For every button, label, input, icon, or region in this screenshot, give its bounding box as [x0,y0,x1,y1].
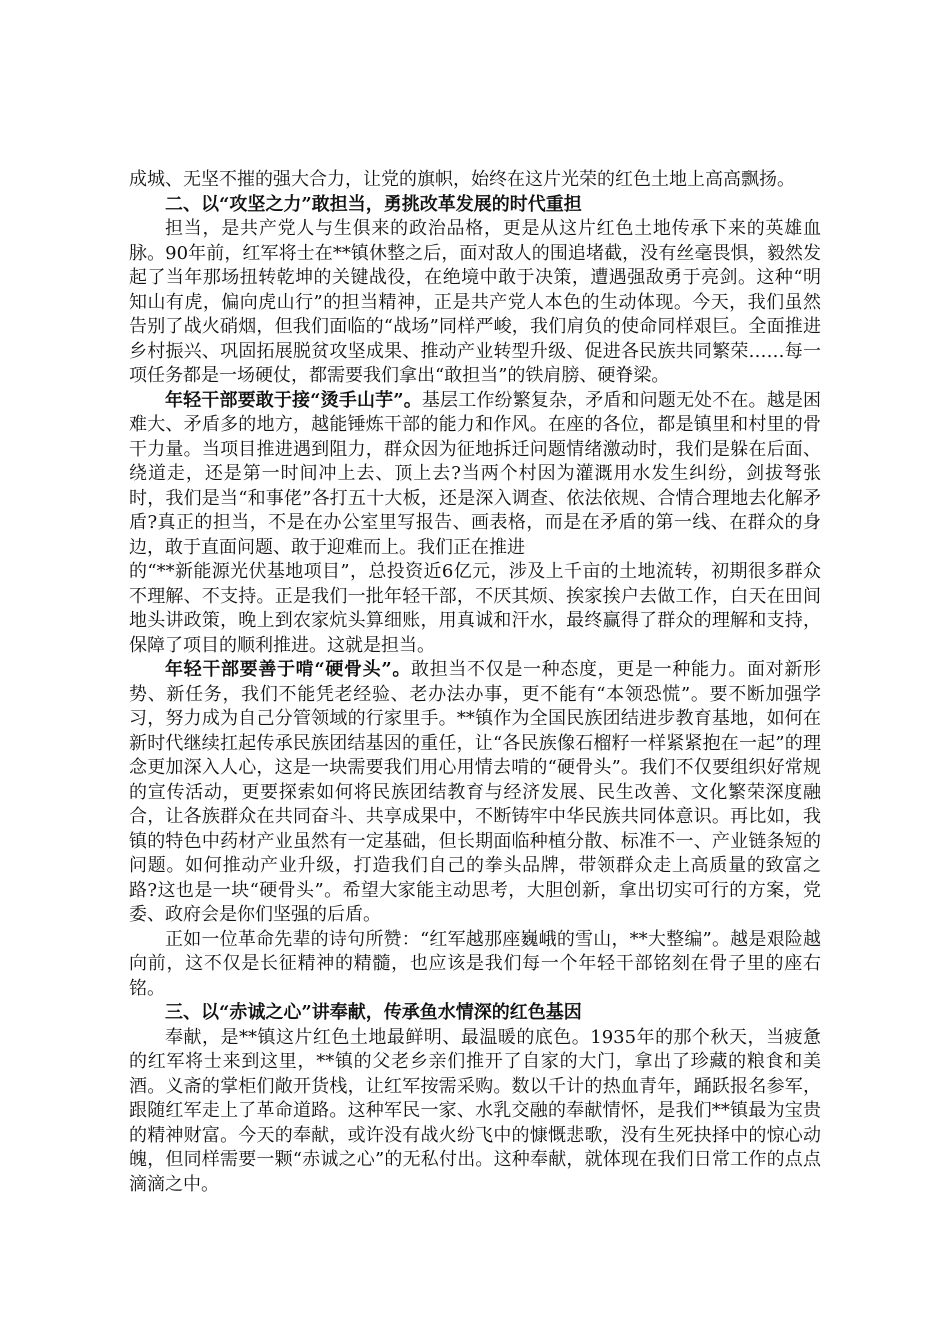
paragraph-body-hard-bone: 敢担当不仅是一种态度，更是一种能力。面对新形势、新任务，我们不能凭老经验、老办法办事，更不能有“本领恐慌”。要不断加强学习，努力成为自己分管领域的行家里手。**镇作为全国民族团结进步教育基地，如何在新时代继续扛起传承民族团结基因的重任，让“各民族像石榴籽一样紧紧抱在一起”的理念更加深入人心，这是一块需要我们用心用情去啃的“硬骨头”。我们不仅要组织好常规的宣传活动，更要探索如何将民族团结教育与经济发展、民生改善、文化繁荣深度融合，让各族群众在共同奋斗、共享成果中，不断铸牢中华民族共同体意识。再比如，我镇的特色中药材产业虽然有一定基础，但长期面临种植分散、标准不一、产业链条短的问题。如何推动产业升级，打造我们自己的拳头品牌，带领群众走上高质量的致富之路?这也是一块“硬骨头”。希望大家能主动思考，大胆创新，拿出切实可行的方案，党委、政府会是你们坚强的后盾。 [129,659,821,925]
paragraph-intro-continued: 成城、无坚不摧的强大合力，让党的旗帜，始终在这片光荣的红色土地上高高飘扬。 [129,169,795,190]
paragraph-hard-bone [129,658,821,928]
paragraph-solar-project: 的“**新能源光伏基地项目”，总投资近6亿元，涉及上千亩的土地流转，初期很多群众不理解、不支持。正是我们一批年轻干部，不厌其烦、挨家挨户去做工作，白天在田间地头讲政策，晚上到农家炕头算细账，用真诚和汗水，最终赢得了群众的理解和支持，保障了项目的顺利推进。这就是担当。 [129,561,821,656]
paragraph-dedication: 奉献，是**镇这片红色土地最鲜明、最温暖的底色。1935年的那个秋天，当疲惫的红军将士来到这里，**镇的父老乡亲们推开了自家的大门，拿出了珍藏的粮食和美酒。义斋的掌柜们敞开货栈，让红军按需采购。数以千计的热血青年，踊跃报名参军，跟随红军走上了革命道路。这种军民一家、水乳交融的奉献情怀，是我们**镇最为宝贵的精神财富。今天的奉献，或许没有战火纷飞中的慷慨悲歌，没有生死抉择中的惊心动魄，但同样需要一颗“赤诚之心”的无私付出。这种奉献，就体现在我们日常工作的点点滴滴之中。 [129,1026,821,1195]
paragraph-lead-hard-bone: 年轻干部要善于啃“硬骨头”。 [165,659,412,680]
paragraph-body-hot-potato: 基层工作纷繁复杂，矛盾和问题无处不在。越是困难大、矛盾多的地方，越能锤炼干部的能力和作风。在座的各位，都是镇里和村里的骨干力量。当项目推进遇到阻力，群众因为征地拆迁问题情绪激动时，我们是躲在后面、绕道走，还是第一时间冲上去、顶上去?当两个村因为灌溉用水发生纠纷，剑拔弩张时，我们是当“和事佬”各打五十大板，还是深入调查、依法依规、合情合理地去化解矛盾?真正的担当，不是在办公室里写报告、画表格，而是在矛盾的第一线、在群众的身边，敢于直面问题、敢于迎难而上。我们正在推进 [129,389,821,558]
paragraph-poem: 正如一位革命先辈的诗句所赞：“红军越那座巍峨的雪山，**大整编”。越是艰险越向前，这不仅是长征精神的精髓，也应该是我们每一个年轻干部铭刻在骨子里的座右铭。 [129,928,821,999]
section-heading-3: 三、以“赤诚之心”讲奉献，传承鱼水情深的红色基因 [165,1002,582,1023]
section-heading-2: 二、以“攻坚之力”敢担当，勇挑改革发展的时代重担 [165,193,582,215]
paragraph-hot-potato [129,389,821,561]
document-page [129,168,821,1197]
paragraph-lead-hot-potato: 年轻干部要敢于接“烫手山芋”。 [165,389,422,411]
paragraph-responsibility: 担当，是共产党人与生俱来的政治品格，更是从这片红色土地传承下来的英雄血脉。90年前，红军将士在**镇休整之后，面对敌人的围追堵截，没有丝毫畏惧，毅然发起了当年那场扭转乾坤的关键战役，在绝境中敢于决策，遭遇强敌勇于亮剑。这种“明知山有虎，偏向虎山行”的担当精神，正是共产党人本色的生动体现。今天，我们虽然告别了战火硝烟，但我们面临的“战场”同样严峻，我们肩负的使命同样艰巨。全面推进乡村振兴、巩固拓展脱贫攻坚成果、推动产业转型升级、促进各民族共同繁荣……每一项任务都是一场硬仗，都需要我们拿出“敢担当”的铁肩膀、硬脊梁。 [129,218,821,386]
